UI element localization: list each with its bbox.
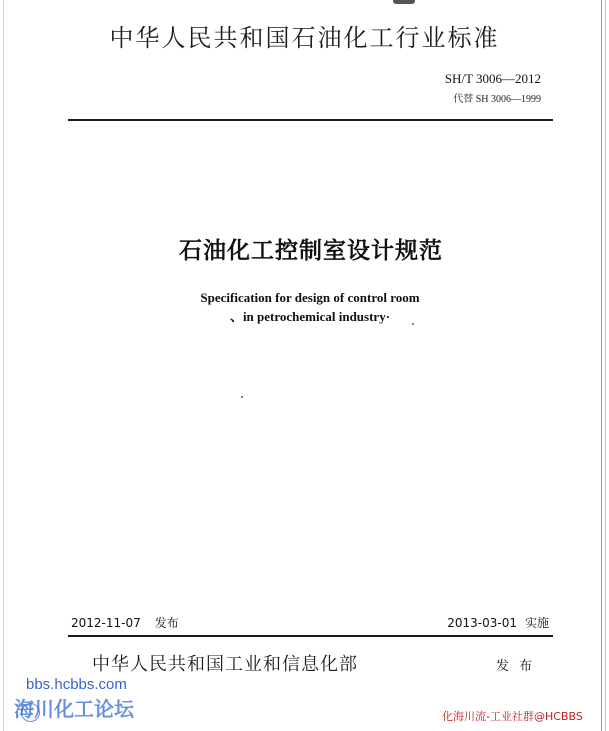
watermark-forum-name: 海川化工论坛 <box>14 697 134 721</box>
scan-speck <box>241 396 243 398</box>
top-rule <box>68 119 553 121</box>
publisher-name: 中华人民共和国工业和信息化部 <box>92 654 358 675</box>
watermark-url: bbs.hcbbs.com <box>26 676 127 693</box>
standard-code: SH/T 3006—2012 <box>444 71 541 86</box>
title-en-line-2: 、in petrochemical industry· <box>229 309 391 324</box>
publish-label: 发布 <box>154 616 179 630</box>
effective-date-block <box>380 614 549 631</box>
publisher-action: 发 布 <box>496 659 536 674</box>
watermark-right: 化海川流-工业社群@HCBBS <box>442 710 583 723</box>
scan-speck <box>412 323 414 325</box>
effective-date: 2013-03-01 <box>447 616 517 630</box>
page-edge-right <box>601 0 602 731</box>
title-en-line-1: Specification for design of control room <box>200 290 420 305</box>
issuing-authority-heading: 中华人民共和国石油化工行业标准 <box>109 24 500 52</box>
scan-smudge <box>393 0 415 4</box>
publish-date-block <box>71 614 179 631</box>
effective-label: 实施 <box>524 616 549 630</box>
publish-date: 2012-11-07 <box>71 616 141 630</box>
document-title-zh: 石油化工控制室设计规范 <box>179 238 443 264</box>
page-edge-left <box>3 0 4 731</box>
bottom-rule <box>68 635 553 637</box>
watermark-circle-icon <box>21 703 40 722</box>
document-title-en <box>0 288 609 326</box>
page-edge-right-outer <box>605 0 606 731</box>
replaces-standard: 代替 SH 3006—1999 <box>453 94 541 105</box>
